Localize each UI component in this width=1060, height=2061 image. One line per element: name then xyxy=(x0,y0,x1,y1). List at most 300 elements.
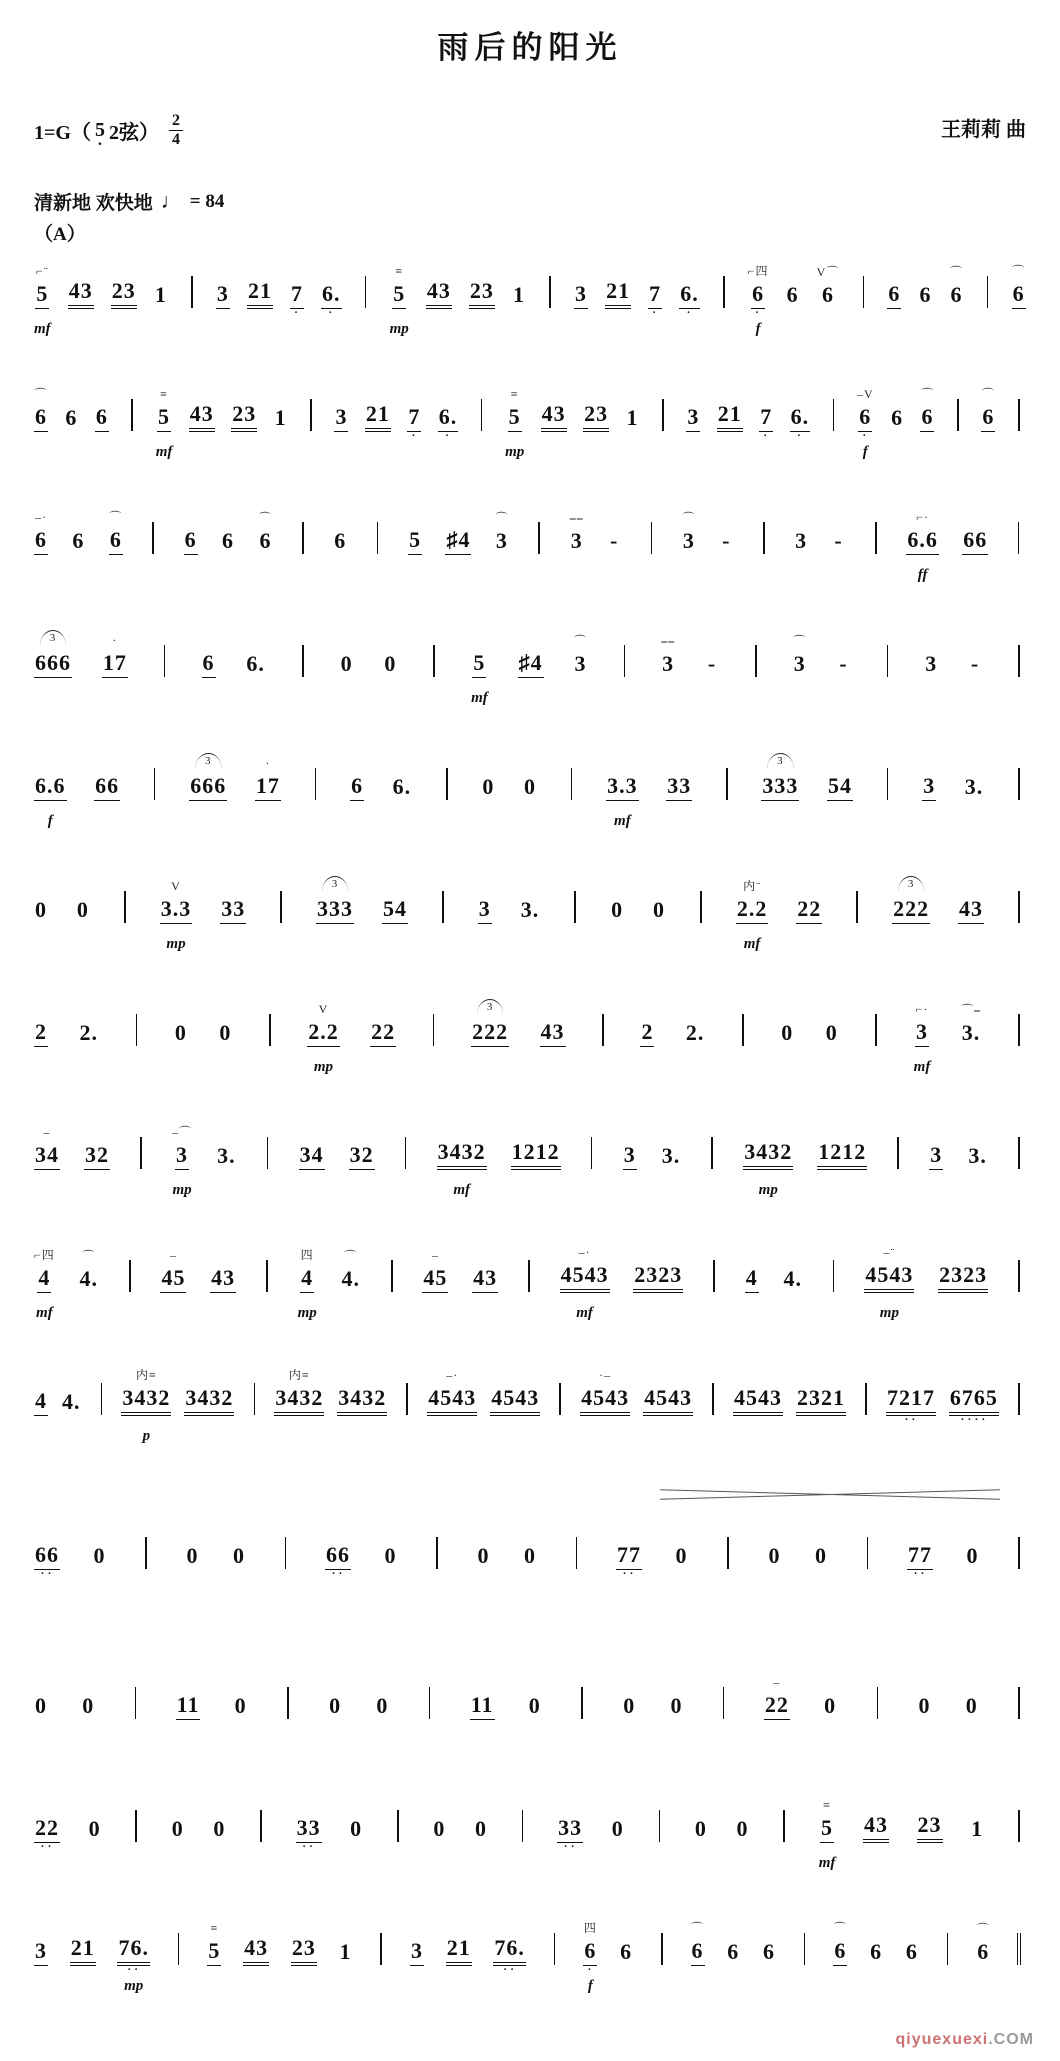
note-token xyxy=(520,878,541,953)
note-number: 5 xyxy=(207,1939,221,1966)
note-number: 6 xyxy=(691,1939,705,1966)
note-token xyxy=(121,1366,171,1445)
barline xyxy=(951,379,965,461)
note-token xyxy=(976,1920,990,1995)
note-token xyxy=(886,1366,936,1445)
octave-dots: ·· xyxy=(913,1566,927,1582)
note-number: 43 xyxy=(426,279,452,309)
note-token xyxy=(174,1001,188,1076)
barline-mark xyxy=(391,1260,393,1292)
note-token xyxy=(761,753,799,830)
octave-dots: · xyxy=(327,305,335,321)
note-token xyxy=(156,385,173,461)
score-line xyxy=(34,994,1026,1076)
note-token xyxy=(392,755,413,830)
barline xyxy=(891,1117,905,1199)
barline-mark xyxy=(1018,1687,1020,1719)
note-number: 6 xyxy=(1012,282,1026,309)
barline-mark xyxy=(863,276,865,308)
note-token xyxy=(34,1796,60,1872)
barline-mark xyxy=(1018,399,1020,431)
note-number: 4543 xyxy=(580,1386,630,1416)
barline-mark xyxy=(154,768,156,800)
ornament-mark: –· xyxy=(446,1368,459,1382)
note-number: 66 xyxy=(962,528,988,555)
note-number: 6 xyxy=(870,1939,883,1964)
note-token xyxy=(171,1797,185,1872)
barline-mark xyxy=(1018,1537,1020,1569)
note-token xyxy=(962,508,988,584)
note-number: 1 xyxy=(154,282,167,307)
note-token xyxy=(965,1674,979,1749)
note-number: 66 xyxy=(94,774,120,801)
note-token xyxy=(892,876,930,953)
score-line xyxy=(34,1240,1026,1322)
note-token xyxy=(837,632,851,707)
barline xyxy=(543,256,557,338)
dynamic-mark: mf xyxy=(453,1182,470,1198)
note-token xyxy=(471,631,488,707)
barline xyxy=(359,256,373,338)
barline-mark xyxy=(651,522,653,554)
barline xyxy=(1012,748,1026,830)
barline-mark xyxy=(559,1383,561,1415)
note-number: 0 xyxy=(174,1020,187,1045)
octave-dots: ·· xyxy=(563,1839,578,1855)
barline-mark xyxy=(433,1014,435,1046)
ornament-mark: ⌒ xyxy=(1012,264,1026,278)
note-token xyxy=(70,1916,96,1995)
note-token xyxy=(652,878,666,953)
note-number: 5 xyxy=(157,405,171,432)
barline xyxy=(1012,379,1026,461)
note-token xyxy=(705,632,719,707)
note-number: 3 xyxy=(495,528,508,553)
barline xyxy=(475,379,489,461)
note-number: 0 xyxy=(350,1816,363,1841)
barline xyxy=(296,502,310,584)
note-number: 222 xyxy=(471,1020,509,1047)
note-number: - xyxy=(970,651,980,676)
note-number: 6 xyxy=(583,1939,597,1966)
note-number: 43 xyxy=(863,1813,889,1843)
note-number: 43 xyxy=(541,402,567,432)
barline xyxy=(436,871,450,953)
note-token xyxy=(717,382,743,461)
note-number: 22 xyxy=(34,1816,60,1843)
note-token xyxy=(299,1123,325,1199)
ornament-mark: ⌒ xyxy=(793,634,807,648)
barline-mark xyxy=(875,522,877,554)
note-number: 11 xyxy=(470,1693,495,1720)
note-number: 5 xyxy=(508,405,522,432)
note-number: 0 xyxy=(524,1543,536,1568)
note-token xyxy=(117,1916,150,1995)
dynamic-mark: mp xyxy=(124,1978,144,1994)
section-label: （A） xyxy=(34,224,86,245)
barline-mark xyxy=(436,1537,438,1569)
barline-mark xyxy=(659,1810,661,1842)
note-token xyxy=(298,1246,317,1322)
barline-mark xyxy=(865,1383,867,1415)
ornament-mark: 3 xyxy=(40,630,67,649)
barline-mark xyxy=(131,399,133,431)
barline-mark xyxy=(591,1137,593,1169)
note-token xyxy=(81,1674,95,1749)
octave-dots: · xyxy=(410,428,418,444)
ornament-mark: ⌐¨ xyxy=(35,264,49,278)
note-number: 666 xyxy=(34,651,72,678)
note-number: 33 xyxy=(296,1816,322,1843)
barline-mark xyxy=(727,1537,729,1569)
note-token xyxy=(186,1524,200,1599)
note-token xyxy=(339,1920,353,1995)
watermark-domain: .COM xyxy=(988,2031,1034,2048)
note-token xyxy=(736,1797,750,1872)
barline-mark xyxy=(481,399,483,431)
barline xyxy=(553,1363,567,1445)
note-number: 54 xyxy=(827,774,853,801)
note-number: 0 xyxy=(474,1816,487,1841)
barline xyxy=(717,1667,731,1749)
note-token xyxy=(823,1674,837,1749)
note-number: 7 xyxy=(759,405,773,432)
note-token xyxy=(863,1793,889,1872)
note-number: 7 xyxy=(407,405,421,432)
note-number: 0 xyxy=(523,774,536,799)
note-token xyxy=(981,385,995,461)
octave-dots: · xyxy=(293,305,301,321)
note-number: 0 xyxy=(670,1693,683,1718)
note-token xyxy=(819,1796,836,1872)
meta-row xyxy=(34,113,1026,148)
ornament-mark: ⌒⎯ xyxy=(961,1003,982,1017)
barline-mark xyxy=(528,1260,530,1292)
note-token xyxy=(427,1366,477,1445)
composer-credit: 王莉莉 曲 xyxy=(941,119,1026,141)
note-token xyxy=(34,385,48,461)
barline-mark xyxy=(140,1137,142,1169)
barline-mark xyxy=(804,1933,806,1965)
note-number: 6. xyxy=(790,405,811,432)
note-number: 0 xyxy=(384,1543,397,1568)
note-number: 4. xyxy=(61,1389,81,1414)
note-number: 66 xyxy=(34,1543,60,1570)
note-token xyxy=(337,1366,387,1445)
barline xyxy=(148,748,162,830)
note-number: 33 xyxy=(220,897,246,924)
score-line xyxy=(34,871,1026,953)
note-token xyxy=(691,1919,705,1995)
barline-mark xyxy=(136,1014,138,1046)
barline-mark xyxy=(574,891,576,923)
barline xyxy=(694,871,708,953)
note-number: 3 xyxy=(795,528,808,553)
barline-mark xyxy=(254,1383,256,1415)
barline xyxy=(736,994,750,1076)
barline-mark xyxy=(380,1933,382,1965)
barline-mark xyxy=(164,645,166,677)
note-token xyxy=(759,385,773,461)
note-token xyxy=(478,877,492,953)
note-number: 3432 xyxy=(121,1386,171,1416)
note-token xyxy=(154,263,168,338)
barline xyxy=(129,994,143,1076)
note-number: 21 xyxy=(247,279,273,309)
barline-mark xyxy=(302,522,304,554)
key-prefix: 1=G（ xyxy=(34,122,91,144)
ornament-mark: ⌒ xyxy=(258,511,272,525)
note-token xyxy=(34,878,48,953)
note-number: 3. xyxy=(217,1143,236,1168)
note-token xyxy=(94,754,120,830)
note-token xyxy=(490,1366,540,1445)
note-token xyxy=(34,754,67,830)
note-number: 0 xyxy=(329,1693,342,1718)
note-number: 6 xyxy=(919,282,932,307)
ornament-mark: ⌒ xyxy=(950,265,964,279)
note-number: 3 xyxy=(175,1143,189,1170)
note-token xyxy=(694,1797,708,1872)
note-number: 76. xyxy=(493,1936,526,1966)
note-token xyxy=(666,754,692,830)
note-number: 6 xyxy=(920,405,934,432)
barline xyxy=(859,1363,873,1445)
note-token xyxy=(189,753,227,830)
note-number: 6 xyxy=(65,405,78,430)
dynamic-mark: f xyxy=(47,813,53,829)
note-number: 3.3 xyxy=(160,897,193,924)
barline xyxy=(1012,1913,1026,1995)
ornament-mark: –V xyxy=(856,387,874,401)
barline xyxy=(1012,1117,1026,1199)
note-number: 76. xyxy=(117,1936,150,1966)
note-token xyxy=(573,632,587,707)
note-number: 0 xyxy=(35,897,47,922)
note-number: 6 xyxy=(751,282,765,309)
ornament-mark: 3 xyxy=(898,876,925,895)
note-token xyxy=(202,631,216,707)
barline xyxy=(125,379,139,461)
barline-mark xyxy=(365,276,367,308)
note-number: 333 xyxy=(316,897,354,924)
octave-dots: ·· xyxy=(502,1962,517,1978)
key-suffix: 2弦） xyxy=(108,122,159,144)
barline-mark xyxy=(549,276,551,308)
note-token xyxy=(34,1674,48,1749)
note-number: 4. xyxy=(783,1266,802,1291)
note-token xyxy=(796,1366,846,1445)
note-token xyxy=(481,755,495,830)
note-token xyxy=(231,382,257,461)
barline xyxy=(798,1913,812,1995)
ornament-mark: 四 xyxy=(300,1248,314,1262)
note-number: 33 xyxy=(666,774,692,801)
note-token xyxy=(764,1673,790,1749)
barline xyxy=(516,1790,530,1872)
note-number: 6 xyxy=(887,282,901,309)
note-number: 6 xyxy=(34,528,48,555)
ornament-mark: 3 xyxy=(767,753,794,772)
note-number: 0 xyxy=(652,897,665,922)
barline xyxy=(749,625,763,707)
note-number: 4. xyxy=(341,1266,360,1291)
octave-dots: · xyxy=(444,428,452,444)
note-token xyxy=(333,509,347,584)
note-number: 34 xyxy=(34,1143,60,1170)
score-line xyxy=(34,1667,1026,1749)
note-number: 3432 xyxy=(437,1140,487,1170)
note-token xyxy=(76,878,90,953)
note-number: 3 xyxy=(34,1939,48,1966)
note-number: 0 xyxy=(966,1543,979,1568)
barline-mark xyxy=(406,1383,408,1415)
note-number: 23 xyxy=(291,1936,317,1966)
ornament-mark: 内¨ xyxy=(743,879,762,893)
barline xyxy=(941,1913,955,1995)
note-number: 4 xyxy=(745,1266,759,1293)
note-token xyxy=(78,1001,99,1076)
note-token xyxy=(523,1524,537,1599)
barline xyxy=(548,1913,562,1995)
dynamic-mark: mf xyxy=(576,1305,593,1321)
octave-dots: ·· xyxy=(40,1566,54,1582)
note-token xyxy=(349,1123,375,1199)
note-number: 222 xyxy=(892,897,930,924)
note-number: 43 xyxy=(472,1266,498,1293)
note-number: - xyxy=(839,651,848,676)
note-number: 2 xyxy=(640,1020,654,1047)
score-line xyxy=(34,1117,1026,1199)
note-token xyxy=(922,754,936,830)
note-number: 666 xyxy=(189,774,227,801)
note-token xyxy=(523,755,537,830)
note-number: 3 xyxy=(682,528,695,553)
note-token xyxy=(906,508,939,584)
note-number: 11 xyxy=(176,1693,201,1720)
barline xyxy=(399,1117,413,1199)
barline xyxy=(260,1240,274,1322)
note-token xyxy=(316,876,354,953)
barline xyxy=(656,379,670,461)
note-token xyxy=(234,1674,248,1749)
note-number: 5 xyxy=(392,282,406,309)
note-number: 21 xyxy=(446,1936,472,1966)
note-token xyxy=(918,263,932,338)
barline xyxy=(374,1913,388,1995)
note-token xyxy=(365,382,391,461)
note-token xyxy=(541,382,567,461)
note-token xyxy=(334,385,348,461)
note-number: 6 xyxy=(259,528,272,553)
octave-dots: ·· xyxy=(622,1566,636,1582)
note-token xyxy=(793,632,807,707)
note-token xyxy=(390,262,409,338)
barline-mark xyxy=(446,768,448,800)
note-number: 21 xyxy=(605,279,631,309)
barline-mark xyxy=(269,1014,271,1046)
note-number: 0 xyxy=(171,1816,184,1841)
barline xyxy=(128,1667,142,1749)
note-token xyxy=(574,262,588,338)
note-token xyxy=(968,632,982,707)
note-number: 0 xyxy=(35,1693,47,1718)
note-number: 0 xyxy=(623,1693,636,1718)
note-token xyxy=(232,1524,246,1599)
ornament-mark: – xyxy=(43,1125,51,1139)
note-number: 45 xyxy=(422,1266,448,1293)
note-token xyxy=(325,1523,351,1599)
note-token xyxy=(375,1674,389,1749)
note-token xyxy=(560,1243,610,1322)
dynamic-mark: mf xyxy=(36,1305,53,1321)
note-token xyxy=(184,508,198,584)
note-number: 0 xyxy=(815,1543,827,1568)
note-token xyxy=(745,1246,759,1322)
barline xyxy=(1012,1790,1026,1872)
score-line xyxy=(34,256,1026,338)
note-number: 3 xyxy=(623,1143,637,1170)
note-number: 0 xyxy=(219,1020,232,1045)
note-number: 2 xyxy=(34,1020,48,1047)
ornament-mark: ⌒ xyxy=(109,510,123,524)
octave-dots: · xyxy=(651,305,659,321)
note-token xyxy=(570,509,584,584)
barline xyxy=(881,748,895,830)
note-number: - xyxy=(707,651,717,676)
octave-dots: · xyxy=(762,428,770,444)
dynamic-mark: mp xyxy=(297,1305,317,1321)
note-number: 6 xyxy=(202,651,216,678)
note-token xyxy=(160,877,193,953)
barline xyxy=(570,1517,584,1599)
note-token xyxy=(782,1247,803,1322)
barline-mark xyxy=(742,1014,744,1046)
barline-mark xyxy=(602,1014,604,1046)
note-number: 3.3 xyxy=(606,774,639,801)
note-number: 0 xyxy=(384,651,397,676)
note-token xyxy=(176,1673,201,1749)
note-number: 43 xyxy=(540,1020,566,1047)
ornament-mark: 四 xyxy=(583,1921,597,1935)
note-token xyxy=(184,1366,234,1445)
dynamic-mark: mf xyxy=(743,936,761,952)
quarter-note-icon: ♩ xyxy=(160,189,182,213)
ornament-mark: ⌒ xyxy=(82,1249,96,1263)
barline-mark xyxy=(726,768,728,800)
note-number: 7217 xyxy=(886,1386,936,1416)
expression-text: 清新地 欢快地 xyxy=(34,193,153,214)
note-number: 5 xyxy=(35,282,49,309)
note-token xyxy=(528,1674,542,1749)
note-number: 1 xyxy=(971,1816,984,1841)
note-number: 4 xyxy=(300,1266,314,1293)
barline-mark xyxy=(723,276,725,308)
note-token xyxy=(291,1916,317,1995)
note-token xyxy=(408,508,422,584)
note-token xyxy=(218,1001,232,1076)
barline-mark xyxy=(191,276,193,308)
note-number: 4543 xyxy=(864,1263,914,1293)
note-token xyxy=(172,1123,192,1199)
score-line xyxy=(34,1363,1026,1445)
ornament-mark: 3 xyxy=(477,999,504,1018)
note-number: 3 xyxy=(574,282,588,309)
dynamic-mark: mf xyxy=(155,444,173,460)
note-token xyxy=(661,632,675,707)
note-token xyxy=(207,1919,221,1995)
tempo-value: = 84 xyxy=(189,190,225,212)
